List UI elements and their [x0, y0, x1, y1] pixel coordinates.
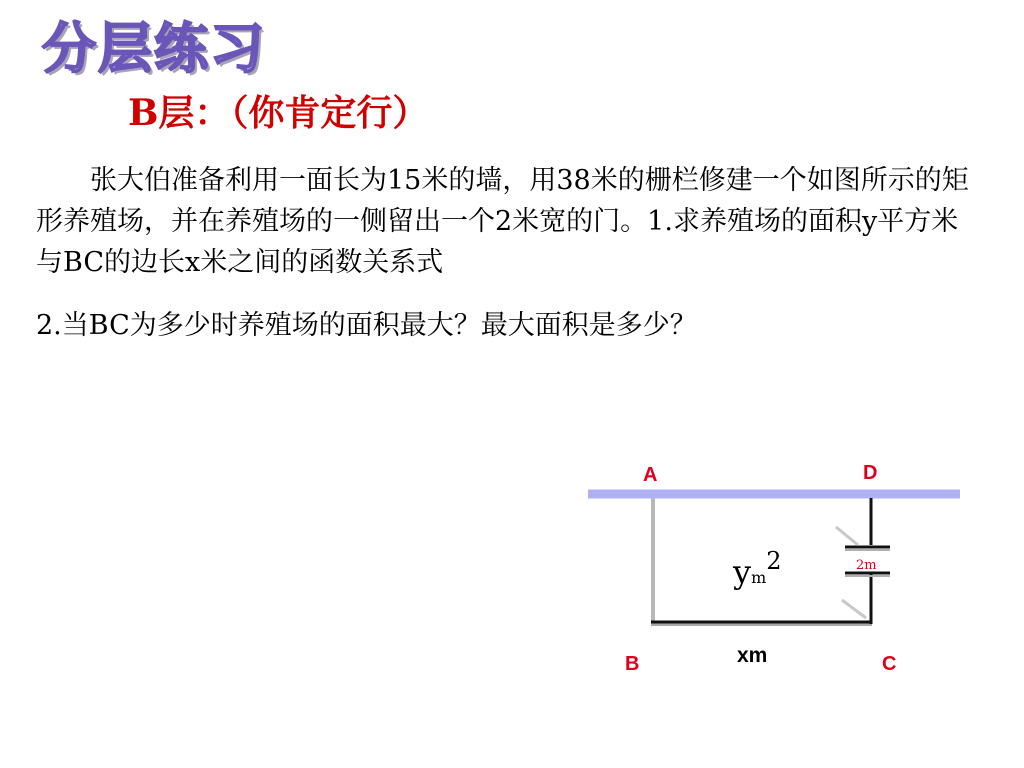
- area-unit: m: [751, 568, 767, 587]
- slide-title: 分层练习: [42, 17, 266, 80]
- gate-swing-upper: [836, 527, 858, 545]
- area-exponent: 2: [766, 547, 782, 575]
- gate-swing-lower: [842, 600, 866, 618]
- problem-paragraph: 张大伯准备利用一面长为15米的墙，用38米的栅栏修建一个如图所示的矩形养殖场，并在养殖场的一侧留出一个2米宽的门。1.求养殖场的面积y平方米与BC的边长x米之间的函数关系式: [36, 165, 969, 278]
- level-subtitle: B层：（你肯定行）: [128, 92, 429, 134]
- area-variable: y: [733, 553, 752, 591]
- label-point-d: D: [863, 462, 878, 484]
- gate-width-label: 2m: [856, 558, 877, 573]
- problem-question-2: 2.当BC为多少时养殖场的面积最大？最大面积是多少？: [36, 310, 697, 341]
- label-point-a: A: [643, 464, 658, 486]
- label-point-c: C: [882, 653, 897, 675]
- area-label: [732, 547, 782, 591]
- label-point-b: B: [625, 653, 640, 675]
- side-bc-label: xm: [737, 644, 768, 667]
